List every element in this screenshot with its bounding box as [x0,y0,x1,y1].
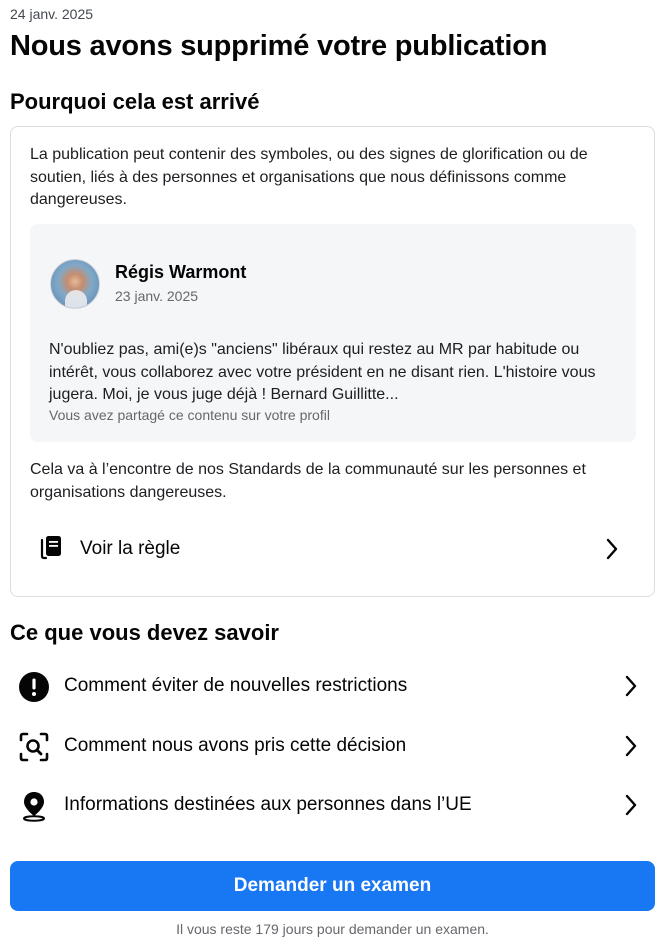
post-share-note: Vous avez partagé ce contenu sur votre profil [49,407,330,423]
know-section-title: Ce que vous devez savoir [10,620,279,645]
reason-card [10,126,655,597]
post-text: N'oubliez pas, ami(e)s "anciens" libéraux qui restez au MR par habitude ou intérêt, vous collaborez avec votre président en ne disant rien. L'histoire vous jugera. Moi, je vous juge déjà ! Bernard Guillitte... [49,341,596,403]
decision-info-label: Comment nous avons pris cette décision [64,735,407,756]
removed-post-preview [30,224,636,442]
post-date: 23 janv. 2025 [115,288,199,304]
chevron-right-icon [624,734,638,758]
page-title: Nous avons supprimé votre publication [10,30,548,62]
chevron-right-icon [624,674,638,698]
search-frame-icon [18,731,50,763]
reason-description: La publication peut contenir des symboles, ou des signes de glorification ou de soutien, liés à des personnes et organisations que nous définissons comme dangereuses. [30,146,588,208]
chevron-right-icon [624,793,638,817]
chevron-right-icon [605,537,619,561]
author-avatar [50,259,100,309]
remaining-days-text: Il vous reste 179 jours pour demander un examen. [176,921,489,937]
rulebook-icon [38,533,66,561]
eu-info-item[interactable] [10,780,645,830]
view-rule-link[interactable] [30,527,630,571]
why-section-title: Pourquoi cela est arrivé [10,89,260,114]
community-standards-text: Cela va à l’encontre de nos Standards de la communauté sur les personnes et organisations dangereuses. [30,461,586,501]
decision-info-item[interactable] [10,721,645,771]
notice-date: 24 janv. 2025 [10,6,94,22]
view-rule-label: Voir la règle [80,538,181,559]
eu-info-label: Informations destinées aux personnes dans l’UE [64,794,472,815]
post-author-name: Régis Warmont [115,262,247,282]
avoid-restrictions-item[interactable] [10,661,645,711]
request-review-button[interactable]: Demander un examen [10,861,655,911]
exclamation-circle-icon [18,671,50,703]
avoid-restrictions-label: Comment éviter de nouvelles restrictions [64,675,408,696]
location-pin-icon [18,790,50,822]
